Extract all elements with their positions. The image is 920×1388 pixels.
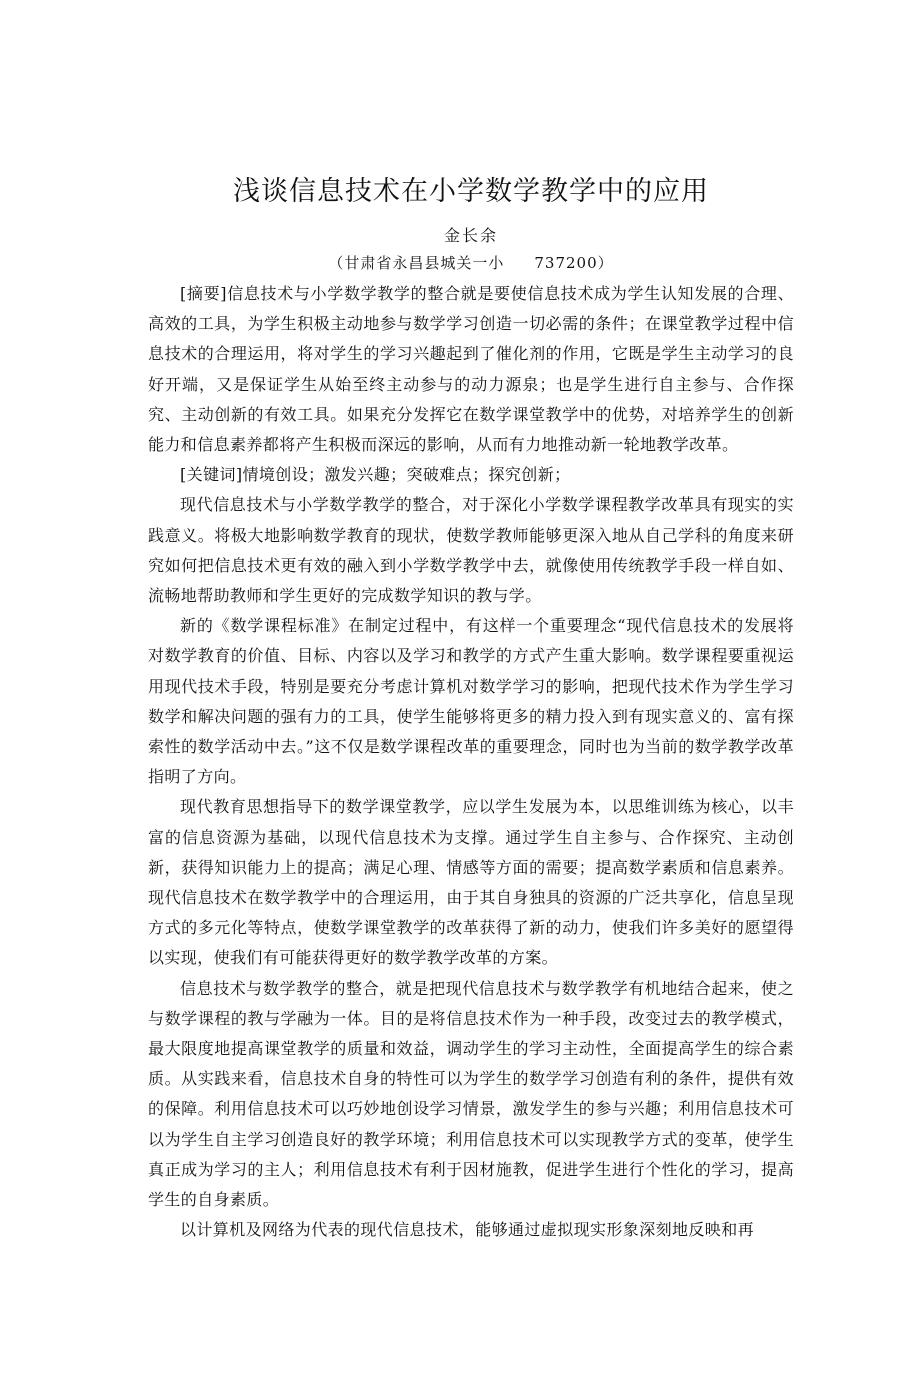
keywords-label: [关键词]	[180, 465, 243, 485]
body-paragraph: 新的《数学课程标准》在制定过程中，有这样一个重要理念“现代信息技术的发展将对数学教育的价值、目标、内容以及学习和教学的方式产生重大影响。数学课程要重视运用现代技术手段，特别是要充分考虑计算机对数学学习的影响，把现代技术作为学生学习数学和解决问题的强有力的工具，使学生能够将更多的精力投入到有现实意义的、富有探索性的数学活动中去。”这不仅是数学课程改革的重要理念，同时也为当前的数学教学改革指明了方向。	[148, 616, 794, 787]
abstract-text: 信息技术与小学数学教学的整合就是要使信息技术成为学生认知发展的合理、高效的工具，为学生积极主动地参与数学学习创造一切必需的条件；在课堂教学过程中信息技术的合理运用，将对学生的学习兴趣起到了催化剂的作用，它既是学生主动学习的良好开端，又是保证学生从始至终主动参与的动力源泉；也是学生进行自主参与、合作探究、主动创新的有效工具。如果充分发挥它在数学课堂教学中的优势，对培养学生的创新能力和信息素养都将产生积极而深远的影响，从而有力地推动新一轮地教学改革。	[148, 284, 794, 455]
abstract-label: [摘要]	[180, 284, 227, 303]
abstract-paragraph	[148, 279, 794, 460]
author-affiliation	[148, 251, 794, 275]
affiliation-open: （	[328, 254, 345, 272]
affiliation-place: 甘肃省永昌县城关一小	[344, 254, 505, 272]
body-paragraph: 以计算机及网络为代表的现代信息技术，能够通过虚拟现实形象深刻地反映和再	[180, 1220, 755, 1240]
keywords-paragraph	[148, 460, 794, 490]
author-name: 金长余	[443, 226, 498, 245]
document-title: 浅谈信息技术在小学数学教学中的应用	[233, 176, 709, 207]
affiliation-close: ）	[597, 254, 614, 272]
body-paragraph: 现代教育思想指导下的数学课堂教学，应以学生发展为本，以思维训练为核心，以丰富的信息资源为基础，以现代信息技术为支撑。通过学生自主参与、合作探究、主动创新，获得知识能力上的提高；满足心理、情感等方面的需要；提高数学素质和信息素养。现代信息技术在数学教学中的合理运用，由于其自身独具的资源的广泛共享化，信息呈现方式的多元化等特点，使数学课堂教学的改革获得了新的动力，使我们许多美好的愿望得以实现，使我们有可能获得更好的数学教学改革的方案。	[148, 797, 794, 968]
body-paragraph: 信息技术与数学教学的整合，就是把现代信息技术与数学教学有机地结合起来，使之与数学课程的教与学融为一体。目的是将信息技术作为一种手段，改变过去的教学模式，最大限度地提高课堂教学的质量和效益，调动学生的学习主动性，全面提高学生的综合素质。从实践来看，信息技术自身的特性可以为学生的数学学习创造有利的条件，提供有效的保障。利用信息技术可以巧妙地创设学习情景，激发学生的参与兴趣；利用信息技术可以为学生自主学习创造良好的教学环境；利用信息技术可以实现教学方式的变革，使学生真正成为学习的主人；利用信息技术有利于因材施教，促进学生进行个性化的学习，提高学生的自身素质。	[148, 978, 794, 1210]
affiliation-postcode: 737200	[534, 254, 598, 272]
keywords-text: 情境创设；激发兴趣；突破难点；探究创新；	[242, 465, 571, 485]
body-paragraph: 现代信息技术与小学数学教学的整合，对于深化小学数学课程教学改革具有现实的实践意义。将极大地影响数学教育的现状，使数学教师能够更深入地从自己学科的角度来研究如何把信息技术更有效的融入到小学数学教学中去，就像使用传统教学手段一样自如、流畅地帮助教师和学生更好的完成数学知识的教与学。	[148, 495, 794, 606]
document-page	[148, 168, 794, 1246]
